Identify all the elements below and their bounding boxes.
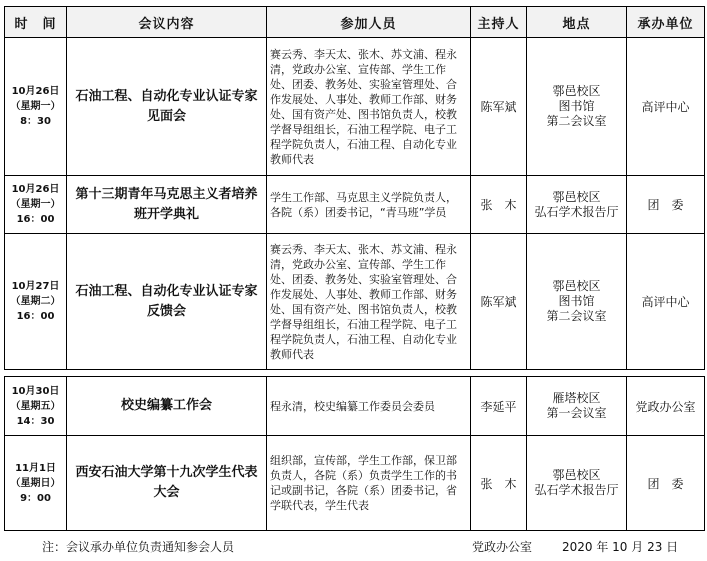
meeting-weekday: （星期五）	[10, 400, 61, 412]
meeting-date: 11月1日	[15, 462, 56, 474]
schedule-table	[4, 6, 705, 370]
location-line: 图书馆	[558, 294, 595, 308]
meeting-topic: 第十三期青年马克思主义者培养班开学典礼	[67, 176, 267, 234]
meeting-location	[527, 377, 627, 436]
location-line: 第二会议室	[546, 309, 607, 323]
meeting-attendees: 赛云秀、李天太、张木、苏文浦、程永清，党政办公室、宣传部、学生工作处、团委、教务处、实验室管理处、合作发展处、人事处、教师工作部、财务处、国有资产处、图书馆负责人，校教学督导组组长，石油工程学院、电子工程学院负责人，石油工程、自动化专业教师代表	[267, 38, 471, 176]
footer-note: 注：会议承办单位负责通知参会人员	[42, 540, 235, 554]
meeting-date: 10月26日	[11, 86, 60, 97]
meeting-topic: 石油工程、自动化专业认证专家见面会	[67, 38, 267, 176]
meeting-time: 14：30	[16, 415, 55, 427]
meeting-topic: 校史编纂工作会	[67, 377, 267, 436]
meeting-topic: 石油工程、自动化专业认证专家反馈会	[67, 234, 267, 370]
location-line: 图书馆	[558, 99, 595, 113]
header-row	[5, 7, 705, 38]
time-cell	[5, 377, 67, 436]
header-attendees: 参加人员	[267, 7, 471, 38]
table-row	[5, 234, 705, 370]
location-line: 弘石学术报告厅	[534, 483, 619, 497]
meeting-attendees: 程永清，校史编纂工作委员会委员	[267, 377, 471, 436]
meeting-attendees: 学生工作部、马克思主义学院负责人，各院（系）团委书记，“青马班”学员	[267, 176, 471, 234]
meeting-date: 10月26日	[11, 184, 60, 195]
meeting-attendees: 组织部，宣传部，学生工作部，保卫部负责人，各院（系）负责学生工作的书记或副书记，各院（系）团委书记，省学联代表，学生代表	[267, 436, 471, 531]
location-line: 弘石学术报告厅	[534, 204, 619, 219]
meeting-time: 16：00	[16, 214, 55, 225]
location-line: 鄠邑校区	[552, 468, 601, 482]
location-line: 鄠邑校区	[552, 279, 601, 293]
meeting-time: 9：00	[20, 492, 51, 504]
table-row	[5, 436, 705, 531]
issuing-office: 党政办公室	[472, 540, 533, 554]
meeting-host: 张 木	[471, 176, 527, 234]
meeting-host: 李延平	[471, 377, 527, 436]
schedule-table-continued	[4, 376, 705, 531]
header-topic: 会议内容	[67, 7, 267, 38]
issue-date: 2020 年 10 月 23 日	[562, 540, 679, 554]
time-cell	[5, 38, 67, 176]
location-line: 第二会议室	[546, 114, 607, 128]
location-line: 雁塔校区	[552, 391, 601, 405]
table-row	[5, 38, 705, 176]
meeting-host: 张 木	[471, 436, 527, 531]
meeting-host: 陈军斌	[471, 234, 527, 370]
header-host: 主持人	[471, 7, 527, 38]
location-line: 鄠邑校区	[552, 189, 601, 204]
meeting-topic: 西安石油大学第十九次学生代表大会	[67, 436, 267, 531]
meeting-organizer: 团 委	[627, 176, 705, 234]
meeting-organizer: 团 委	[627, 436, 705, 531]
meeting-organizer: 高评中心	[627, 38, 705, 176]
meeting-organizer: 高评中心	[627, 234, 705, 370]
header-organizer: 承办单位	[627, 7, 705, 38]
meeting-time: 8：30	[20, 116, 51, 127]
meeting-attendees: 赛云秀、李天太、张木、苏文浦、程永清，党政办公室、宣传部、学生工作处、团委、教务处、实验室管理处、合作发展处、人事处、教师工作部、财务处、国有资产处、图书馆负责人，校教学督导组组长，石油工程学院、电子工程学院负责人，石油工程、自动化专业教师代表	[267, 234, 471, 370]
time-cell	[5, 176, 67, 234]
location-line: 第一会议室	[546, 406, 607, 420]
header-time: 时 间	[5, 7, 67, 38]
meeting-time: 16：00	[16, 311, 55, 322]
header-location: 地点	[527, 7, 627, 38]
time-cell	[5, 234, 67, 370]
meeting-location	[527, 38, 627, 176]
meeting-organizer: 党政办公室	[627, 377, 705, 436]
meeting-weekday: （星期一）	[10, 101, 61, 112]
meeting-weekday: （星期二）	[10, 296, 61, 307]
meeting-host: 陈军斌	[471, 38, 527, 176]
location-line: 鄠邑校区	[552, 84, 601, 98]
meeting-date: 10月30日	[11, 385, 60, 397]
time-cell	[5, 436, 67, 531]
table-row	[5, 176, 705, 234]
meeting-weekday: （星期日）	[10, 477, 61, 489]
meeting-location	[527, 234, 627, 370]
meeting-location	[527, 176, 627, 234]
table-row	[5, 377, 705, 436]
meeting-weekday: （星期一）	[10, 199, 61, 210]
meeting-location	[527, 436, 627, 531]
meeting-date: 10月27日	[11, 281, 60, 292]
